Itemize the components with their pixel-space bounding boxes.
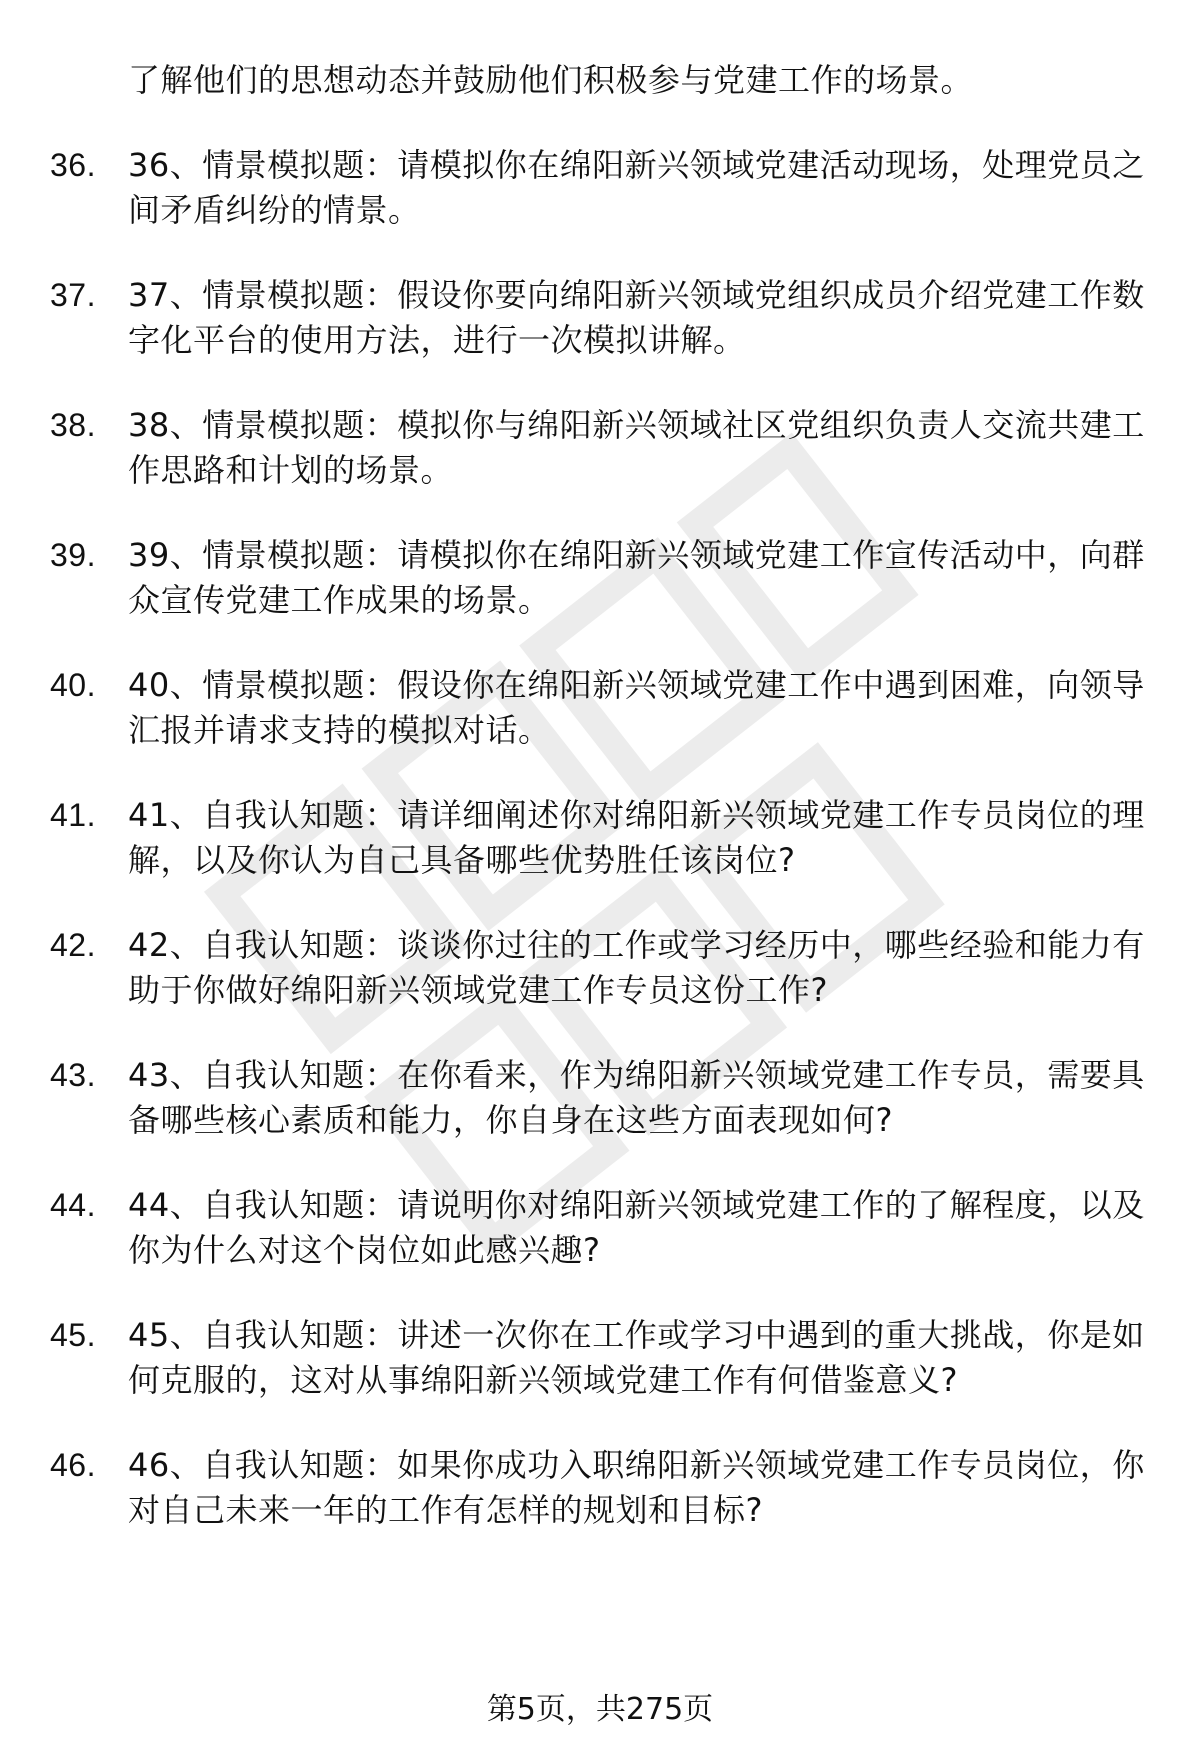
list-item <box>50 273 1148 363</box>
item-number: 42. <box>50 927 96 963</box>
list-item <box>50 793 1148 883</box>
question-list <box>0 58 1200 1533</box>
item-text: 36、情景模拟题：请模拟你在绵阳新兴领域党建活动现场，处理党员之间矛盾纠纷的情景。 <box>128 146 1145 229</box>
item-number: 36. <box>50 147 96 183</box>
item-text: 44、自我认知题：请说明你对绵阳新兴领域党建工作的了解程度，以及你为什么对这个岗位如此感兴趣? <box>128 1186 1145 1269</box>
continuation-text: 了解他们的思想动态并鼓励他们积极参与党建工作的场景。 <box>128 61 974 99</box>
page-footer: 第5页，共275页 <box>486 1692 714 1727</box>
item-text: 40、情景模拟题：假设你在绵阳新兴领域党建工作中遇到困难，向领导汇报并请求支持的模拟对话。 <box>128 666 1145 749</box>
item-number: 43. <box>50 1057 96 1093</box>
item-number: 41. <box>50 797 96 833</box>
item-text: 43、自我认知题：在你看来，作为绵阳新兴领域党建工作专员，需要具备哪些核心素质和能力，你自身在这些方面表现如何? <box>128 1056 1145 1139</box>
list-item <box>50 143 1148 233</box>
item-text: 41、自我认知题：请详细阐述你对绵阳新兴领域党建工作专员岗位的理解，以及你认为自己具备哪些优势胜任该岗位? <box>128 796 1145 879</box>
item-number: 44. <box>50 1187 96 1223</box>
list-item <box>50 403 1148 493</box>
list-item <box>50 1053 1148 1143</box>
list-item <box>50 1313 1148 1403</box>
item-number: 39. <box>50 537 96 573</box>
item-number: 45. <box>50 1317 96 1353</box>
list-item <box>50 1443 1148 1533</box>
item-text: 37、情景模拟题：假设你要向绵阳新兴领域党组织成员介绍党建工作数字化平台的使用方法，进行一次模拟讲解。 <box>128 276 1145 359</box>
item-number: 46. <box>50 1447 96 1483</box>
item-text: 45、自我认知题：讲述一次你在工作或学习中遇到的重大挑战，你是如何克服的，这对从事绵阳新兴领域党建工作有何借鉴意义? <box>128 1316 1145 1399</box>
list-item <box>50 663 1148 753</box>
item-number: 38. <box>50 407 96 443</box>
item-text: 42、自我认知题：谈谈你过往的工作或学习经历中，哪些经验和能力有助于你做好绵阳新兴领域党建工作专员这份工作? <box>128 926 1145 1009</box>
item-text: 46、自我认知题：如果你成功入职绵阳新兴领域党建工作专员岗位，你对自己未来一年的工作有怎样的规划和目标? <box>128 1446 1145 1529</box>
item-text: 39、情景模拟题：请模拟你在绵阳新兴领域党建工作宣传活动中，向群众宣传党建工作成果的场景。 <box>128 536 1145 619</box>
list-item <box>50 923 1148 1013</box>
item-number: 37. <box>50 277 96 313</box>
item-text: 38、情景模拟题：模拟你与绵阳新兴领域社区党组织负责人交流共建工作思路和计划的场景。 <box>128 406 1145 489</box>
list-item <box>50 533 1148 623</box>
item-number: 40. <box>50 667 96 703</box>
list-item <box>50 1183 1148 1273</box>
